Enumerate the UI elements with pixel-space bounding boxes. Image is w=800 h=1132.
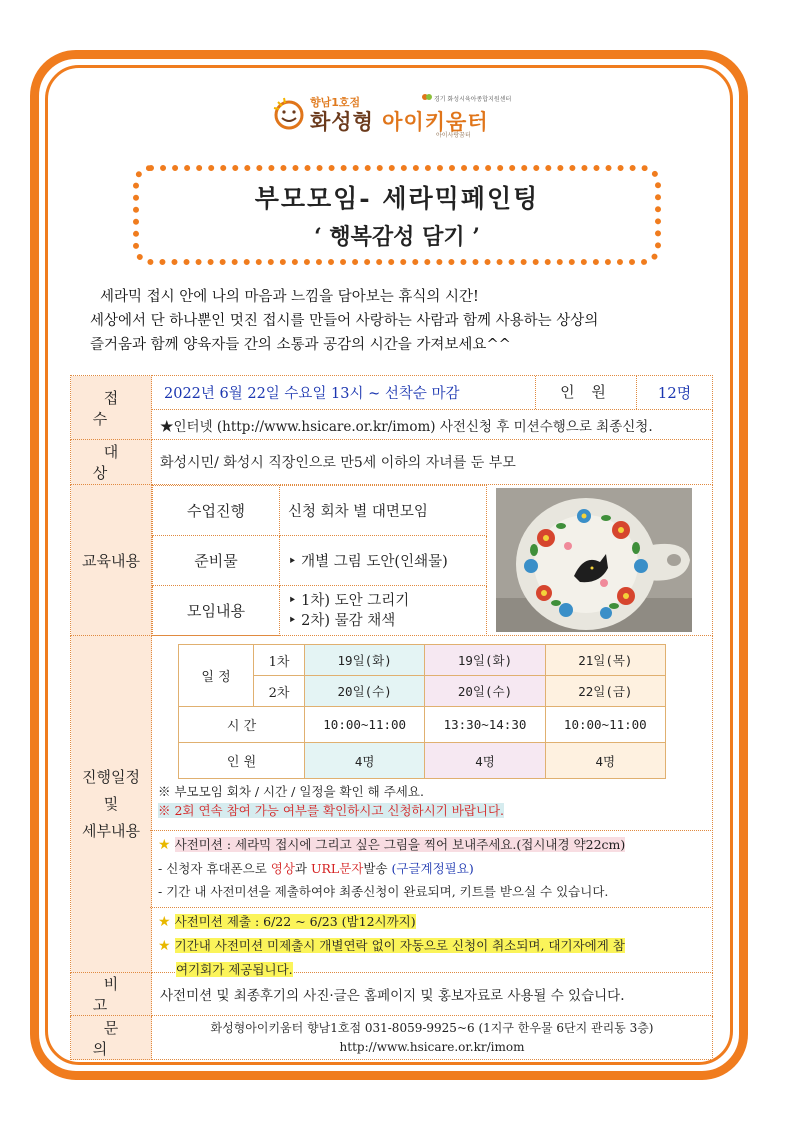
ceramic-plate-photo xyxy=(496,488,692,632)
materials-value: ‣ 개별 그림 도안(인쇄물) xyxy=(280,536,487,586)
target-label: 대 상 xyxy=(71,440,152,485)
schedule-cell xyxy=(152,636,713,977)
remarks-label: 비 고 xyxy=(71,973,152,1016)
logo-org: 경기 화성시육아종합지원센터 xyxy=(434,96,512,103)
target-text: 화성시민/ 화성시 직장인으로 만5세 이하의 자녀를 둔 부모 xyxy=(152,440,713,485)
round2-label: 2차 xyxy=(254,676,305,707)
mission-send: - 신청자 휴대폰으로 영상과 URL문자발송 (구글계정필요) xyxy=(158,861,474,876)
s1-time: 10:00~11:00 xyxy=(305,707,425,743)
intro-text xyxy=(90,285,730,357)
s2-date2: 20일(수) xyxy=(425,676,545,707)
schedule-table xyxy=(178,644,666,779)
note-warning: ※ 2회 연속 참여 가능 여부를 확인하시고 신청하시기 바랍니다. xyxy=(158,803,505,818)
intro-line: 세상에서 단 하나뿐인 멋진 접시를 만들어 사랑하는 사람과 함께 사용하는 상상의 xyxy=(90,313,599,329)
intro-line: 세라믹 접시 안에 나의 마음과 느낌을 담아보는 휴식의 시간! xyxy=(100,289,479,305)
intro-line: 즐거움과 함께 양육자들 간의 소통과 공감의 시간을 가져보세요^^ xyxy=(90,337,511,353)
mission-warning: 기간내 사전미션 미제출시 개별연락 없이 자동으로 신청이 취소되며, 대기자에게 참 xyxy=(174,938,625,953)
education-cell xyxy=(152,485,713,636)
contact-cell xyxy=(152,1016,713,1060)
reception-method: ★인터넷 (http://www.hsicare.or.kr/imom) 사전신청 후 미션수행으로 최종신청. xyxy=(152,410,713,440)
capacity-label: 인 원 xyxy=(535,376,637,409)
mission-submit: 사전미션 제출 : 6/22 ~ 6/23 (밤12시까지) xyxy=(174,914,416,929)
mission-complete: - 기간 내 사전미션을 제출하여야 최종신청이 완료되며, 키트를 받으실 수 있습니다. xyxy=(158,884,609,899)
schedule-notes xyxy=(158,782,504,820)
reception-label: 접 수 xyxy=(71,376,152,440)
s3-date2: 22일(금) xyxy=(545,676,665,707)
s1-people: 4명 xyxy=(305,743,425,779)
reception-date-cell xyxy=(152,376,713,410)
smile-logo-icon xyxy=(272,96,306,130)
s3-date1: 21일(목) xyxy=(545,645,665,676)
contact-url: http://www.hsicare.or.kr/imom xyxy=(339,1039,525,1054)
content-key: 모임내용 xyxy=(153,586,280,636)
mission-section xyxy=(158,826,703,981)
class-value: 신청 회차 별 대면모임 xyxy=(280,486,487,536)
contact-info: 화성형아이키움터 향남1호점 031-8059-9925~6 (1지구 한우물 6단지 관리동 3층) xyxy=(210,1020,654,1035)
s2-time: 13:30~14:30 xyxy=(425,707,545,743)
logo xyxy=(272,92,532,142)
education-label: 교육내용 xyxy=(71,485,152,636)
star-icon: ★ xyxy=(158,837,171,853)
education-grid xyxy=(152,485,487,636)
content-value: ‣ 1차) 도안 그리기 ‣ 2차) 물감 채색 xyxy=(280,586,487,636)
logo-tagline: 아이사랑꿈터 xyxy=(436,132,471,139)
s2-people: 4명 xyxy=(425,743,545,779)
info-table xyxy=(70,375,713,1060)
people-label: 인 원 xyxy=(179,743,305,779)
s3-people: 4명 xyxy=(545,743,665,779)
capacity-value: 12명 xyxy=(657,384,692,402)
logo-name: 화성형 아이키움터 xyxy=(310,110,489,134)
remarks-text: 사전미션 및 최종후기의 사진·글은 홈페이지 및 홍보자료로 사용될 수 있습니다. xyxy=(152,973,713,1016)
class-key: 수업진행 xyxy=(153,486,280,536)
star-icon: ★ xyxy=(158,914,171,930)
schedule-label: 진행일정 및 세부내용 xyxy=(71,636,152,973)
s1-date2: 20일(수) xyxy=(305,676,425,707)
date-label: 일 정 xyxy=(179,645,254,707)
round1-label: 1차 xyxy=(254,645,305,676)
page-title: 부모모임- 세라믹페인팅 xyxy=(254,184,540,213)
org-logo-icon xyxy=(422,93,432,101)
page-subtitle: ‘ 행복감성 담기 ’ xyxy=(314,224,480,250)
reception-date: 2022년 6월 22일 수요일 13시 ~ 선착순 마감 xyxy=(164,386,460,402)
contact-label: 문 의 xyxy=(71,1016,152,1060)
s1-date1: 19일(화) xyxy=(305,645,425,676)
s3-time: 10:00~11:00 xyxy=(545,707,665,743)
s2-date1: 19일(화) xyxy=(425,645,545,676)
time-label: 시 간 xyxy=(179,707,305,743)
mission-warning-cont: 여기회가 제공됩니다. xyxy=(176,962,293,977)
logo-branch: 향남1호점 xyxy=(310,96,361,109)
star-icon: ★ xyxy=(158,938,171,954)
materials-key: 준비물 xyxy=(153,536,280,586)
mission-title: 사전미션 : 세라믹 접시에 그리고 싶은 그림을 찍어 보내주세요.(접시내경 약22cm) xyxy=(174,837,626,852)
title-box xyxy=(133,165,661,265)
note-confirm: ※ 부모모임 회차 / 시간 / 일정을 확인 해 주세요. xyxy=(158,784,424,799)
